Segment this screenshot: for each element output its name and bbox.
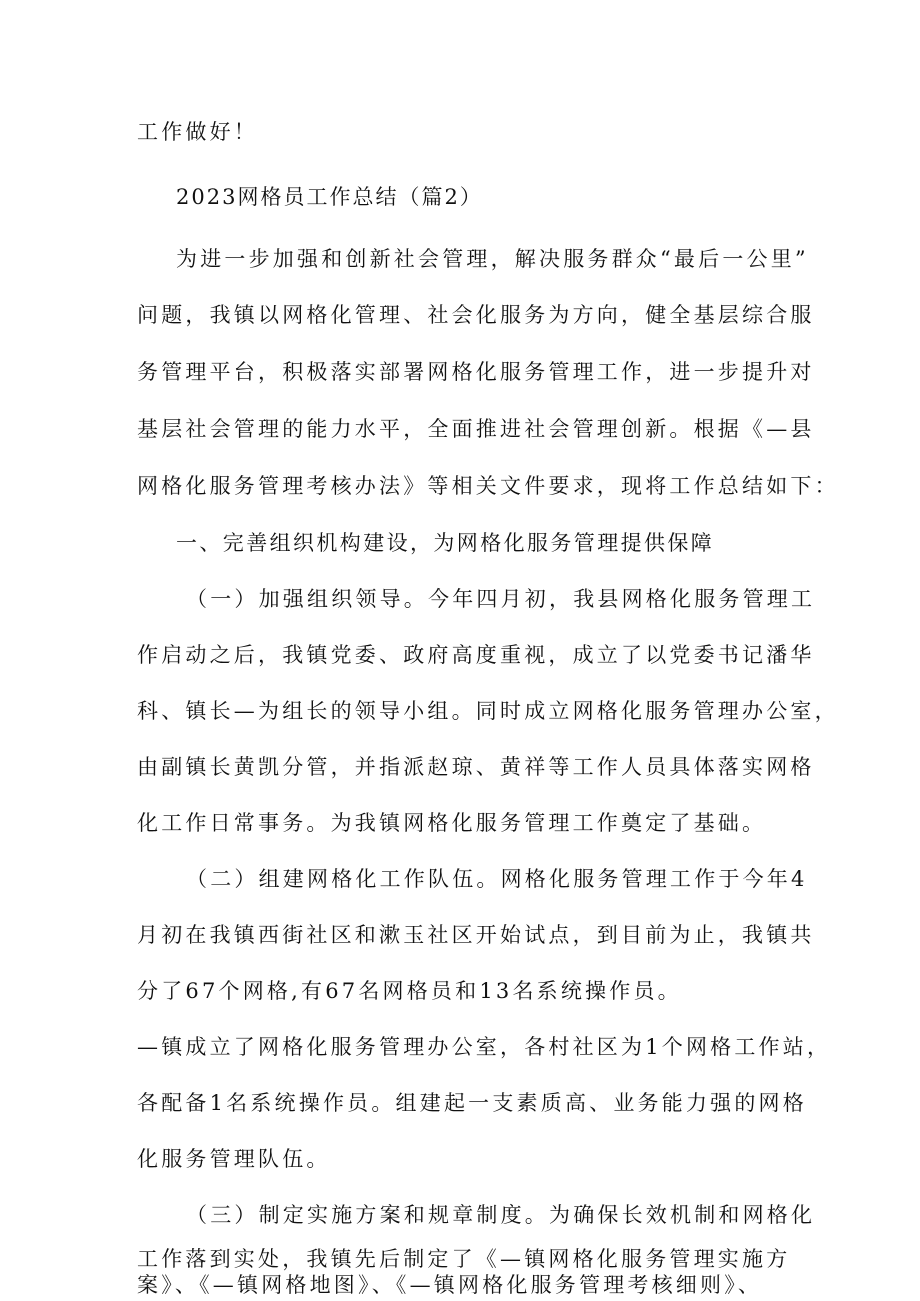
paragraph-line: （三）制定实施方案和规章制度。为确保长效机制和网格化 <box>186 1203 816 1227</box>
paragraph-line: 分了67个网格,有67名网格员和13名系统操作员。 <box>137 979 682 1003</box>
paragraph-line: —镇成立了网格化服务管理办公室，各村社区为1个网格工作站， <box>137 1035 832 1059</box>
paragraph-line: 案》、《—镇网格地图》、《—镇网格化服务管理考核细则》、 <box>137 1273 763 1297</box>
paragraph-line: 科、镇长—为组长的领导小组。同时成立网格化服务管理办公室， <box>137 699 839 723</box>
paragraph-line: 工作落到实处，我镇先后制定了《—镇网格化服务管理实施方 <box>137 1247 791 1271</box>
paragraph-line: 化服务管理队伍。 <box>137 1147 331 1171</box>
paragraph-line: 工作做好！ <box>137 120 258 144</box>
paragraph-line: 各配备1名系统操作员。组建起一支素质高、业务能力强的网格 <box>137 1091 807 1115</box>
paragraph-line: 务管理平台，积极落实部署网格化服务管理工作，进一步提升对 <box>137 360 815 384</box>
paragraph-line: 基层社会管理的能力水平，全面推进社会管理创新。根据《—县 <box>137 417 815 441</box>
paragraph-line: 月初在我镇西街社区和漱玉社区开始试点，到目前为止，我镇共 <box>137 923 815 947</box>
paragraph-line: （一）加强组织领导。今年四月初，我县网格化服务管理工 <box>186 587 816 611</box>
paragraph-line: （二）组建网格化工作队伍。网格化服务管理工作于今年4 <box>186 867 808 891</box>
section-heading: 2023网格员工作总结（篇2） <box>176 185 483 209</box>
paragraph-line: 网格化服务管理考核办法》等相关文件要求，现将工作总结如下： <box>137 474 839 498</box>
paragraph-line: 为进一步加强和创新社会管理，解决服务群众“最后一公里” <box>176 247 809 271</box>
paragraph-line: 作启动之后，我镇党委、政府高度重视，成立了以党委书记潘华 <box>137 643 815 667</box>
paragraph-line: 化工作日常事务。为我镇网格化服务管理工作奠定了基础。 <box>137 811 767 835</box>
paragraph-line: 由副镇长黄凯分管，并指派赵琼、黄祥等工作人员具体落实网格 <box>137 755 815 779</box>
paragraph-line: 问题，我镇以网格化管理、社会化服务为方向，健全基层综合服 <box>137 303 815 327</box>
subsection-heading: 一、完善组织机构建设，为网格化服务管理提供保障 <box>176 531 715 555</box>
